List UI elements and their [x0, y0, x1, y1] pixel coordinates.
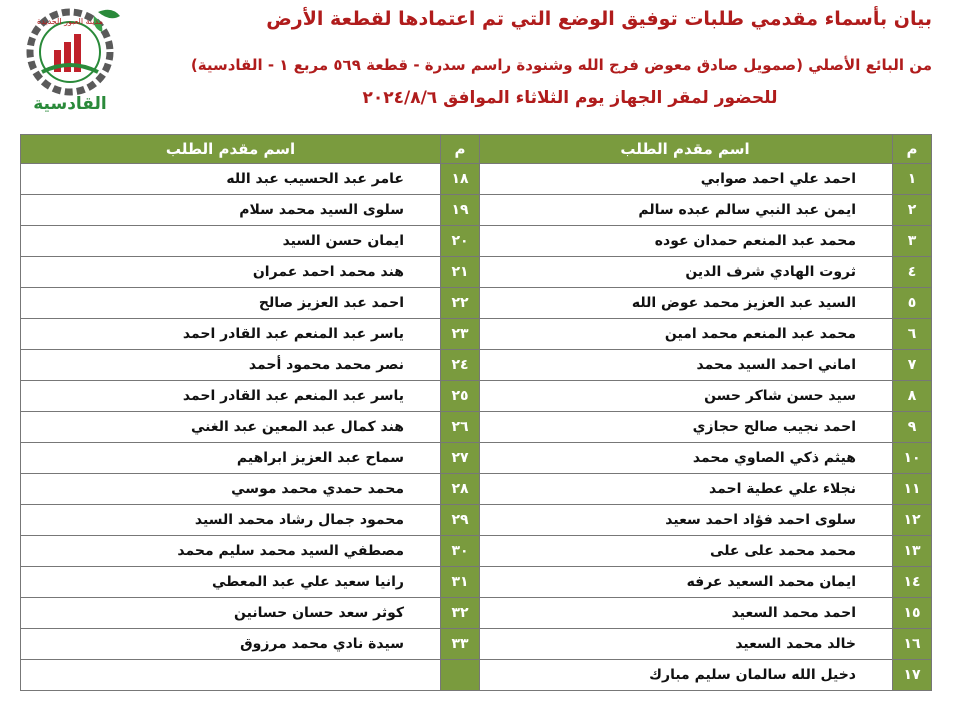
document-header: [0, 0, 960, 130]
table-row: [478, 381, 932, 412]
applicant-name: ايمان حسن السيد: [21, 226, 441, 257]
applicant-name: هيثم ذكي الصاوي محمد: [478, 443, 893, 474]
row-number: [441, 660, 480, 691]
table-header-row: [478, 135, 932, 164]
row-number: ٣١: [441, 567, 480, 598]
applicant-name: ثروت الهادي شرف الدين: [478, 257, 893, 288]
table-row: [21, 474, 480, 505]
table-row: [21, 350, 480, 381]
table-row: [21, 257, 480, 288]
table-row: [478, 412, 932, 443]
applicant-name: نجلاء علي عطية احمد: [478, 474, 893, 505]
applicant-name: سيد حسن شاكر حسن: [478, 381, 893, 412]
row-number: ٢٧: [441, 443, 480, 474]
row-number: ٣٣: [441, 629, 480, 660]
applicant-name: دخيل الله سالمان سليم مبارك: [478, 660, 893, 691]
applicants-table-left: [20, 134, 480, 691]
logo-arc-text: مدينة العبور الجديدة: [36, 17, 104, 26]
applicant-name: اماني احمد السيد محمد: [478, 350, 893, 381]
row-number: ٧: [893, 350, 932, 381]
header-title: بيان بأسماء مقدمي طلبات توفيق الوضع التي تم اعتمادها لقطعة الأرض: [266, 8, 932, 30]
applicant-name: احمد نجيب صالح حجازي: [478, 412, 893, 443]
table-row: [21, 412, 480, 443]
table-row: [21, 195, 480, 226]
applicant-name: نصر محمد محمود أحمد: [21, 350, 441, 381]
applicant-name: [21, 660, 441, 691]
applicant-name: محمد حمدي محمد موسي: [21, 474, 441, 505]
column-header-number: م: [441, 135, 480, 164]
applicants-table-right: [477, 134, 932, 691]
row-number: ٣: [893, 226, 932, 257]
applicant-name: هند محمد احمد عمران: [21, 257, 441, 288]
table-row: [21, 505, 480, 536]
table-row: [478, 443, 932, 474]
table-row: [478, 257, 932, 288]
applicant-name: كوثر سعد حسان حسانين: [21, 598, 441, 629]
applicant-name: السيد عبد العزيز محمد عوض الله: [478, 288, 893, 319]
column-header-name: اسم مقدم الطلب: [21, 135, 441, 164]
applicant-name: رانيا سعيد علي عبد المعطي: [21, 567, 441, 598]
table-row: [21, 164, 480, 195]
row-number: ٢٦: [441, 412, 480, 443]
applicant-name: خالد محمد السعيد: [478, 629, 893, 660]
column-header-number: م: [893, 135, 932, 164]
table-row: [478, 505, 932, 536]
applicant-name: ايمن عبد النبي سالم عبده سالم: [478, 195, 893, 226]
row-number: ١٤: [893, 567, 932, 598]
row-number: ٥: [893, 288, 932, 319]
applicant-name: سلوى احمد فؤاد احمد سعيد: [478, 505, 893, 536]
applicant-name: ياسر عبد المنعم عبد القادر احمد: [21, 319, 441, 350]
row-number: ١٢: [893, 505, 932, 536]
row-number: ٦: [893, 319, 932, 350]
applicant-name: هند كمال عبد المعين عبد الغني: [21, 412, 441, 443]
row-number: ١٩: [441, 195, 480, 226]
applicant-name: عامر عبد الحسيب عبد الله: [21, 164, 441, 195]
applicant-name: مصطفي السيد محمد سليم محمد: [21, 536, 441, 567]
row-number: ٤: [893, 257, 932, 288]
table-row: [21, 443, 480, 474]
row-number: ٢١: [441, 257, 480, 288]
table-row: [21, 629, 480, 660]
row-number: ١٠: [893, 443, 932, 474]
row-number: ٣٠: [441, 536, 480, 567]
column-header-name: اسم مقدم الطلب: [478, 135, 893, 164]
row-number: ٢٤: [441, 350, 480, 381]
city-logo: [12, 2, 128, 126]
table-row: [478, 536, 932, 567]
applicant-name: ياسر عبد المنعم عبد القادر احمد: [21, 381, 441, 412]
table-row: [478, 226, 932, 257]
table-row: [478, 319, 932, 350]
applicant-name: احمد عبد العزيز صالح: [21, 288, 441, 319]
table-row: [21, 381, 480, 412]
table-row: [21, 660, 480, 691]
row-number: ١٣: [893, 536, 932, 567]
table-row: [478, 567, 932, 598]
row-number: ٢٩: [441, 505, 480, 536]
row-number: ١: [893, 164, 932, 195]
applicant-name: محمد محمد على على: [478, 536, 893, 567]
table-row: [478, 474, 932, 505]
row-number: ٢٣: [441, 319, 480, 350]
row-number: ٢٢: [441, 288, 480, 319]
table-row: [478, 660, 932, 691]
applicant-name: ايمان محمد السعيد عرفه: [478, 567, 893, 598]
row-number: ١٦: [893, 629, 932, 660]
logo-text: القادسية: [33, 94, 107, 114]
applicant-name: سماح عبد العزيز ابراهيم: [21, 443, 441, 474]
table-row: [478, 164, 932, 195]
applicant-name: سلوى السيد محمد سلام: [21, 195, 441, 226]
row-number: ١٨: [441, 164, 480, 195]
row-number: ٣٢: [441, 598, 480, 629]
applicant-name: احمد محمد السعيد: [478, 598, 893, 629]
table-row: [478, 629, 932, 660]
row-number: ٢٥: [441, 381, 480, 412]
city-logo-emblem: [12, 2, 128, 98]
applicant-name: محمود جمال رشاد محمد السيد: [21, 505, 441, 536]
applicant-name: احمد علي احمد صوابي: [478, 164, 893, 195]
table-row: [478, 350, 932, 381]
row-number: ١١: [893, 474, 932, 505]
table-row: [21, 226, 480, 257]
row-number: ١٥: [893, 598, 932, 629]
row-number: ١٧: [893, 660, 932, 691]
header-seller-line: من البائع الأصلي (صمويل صادق معوض فرج الله وشنودة راسم سدرة - قطعة ٥٦٩ مربع ١ - القادسية): [190, 56, 932, 74]
row-number: ٨: [893, 381, 932, 412]
table-row: [21, 536, 480, 567]
row-number: ٢: [893, 195, 932, 226]
table-row: [478, 288, 932, 319]
applicant-name: سيدة نادي محمد مرزوق: [21, 629, 441, 660]
table-header-row: [21, 135, 480, 164]
row-number: ٢٠: [441, 226, 480, 257]
table-row: [21, 288, 480, 319]
table-row: [478, 195, 932, 226]
row-number: ٩: [893, 412, 932, 443]
applicant-name: محمد عبد المنعم محمد امين: [478, 319, 893, 350]
table-row: [21, 319, 480, 350]
row-number: ٢٨: [441, 474, 480, 505]
header-attendance-line: للحضور لمقر الجهاز يوم الثلاثاء الموافق ٢٠٢٤/٨/٦: [362, 88, 778, 108]
table-row: [21, 598, 480, 629]
applicant-name: محمد عبد المنعم حمدان عوده: [478, 226, 893, 257]
table-row: [21, 567, 480, 598]
table-row: [478, 598, 932, 629]
